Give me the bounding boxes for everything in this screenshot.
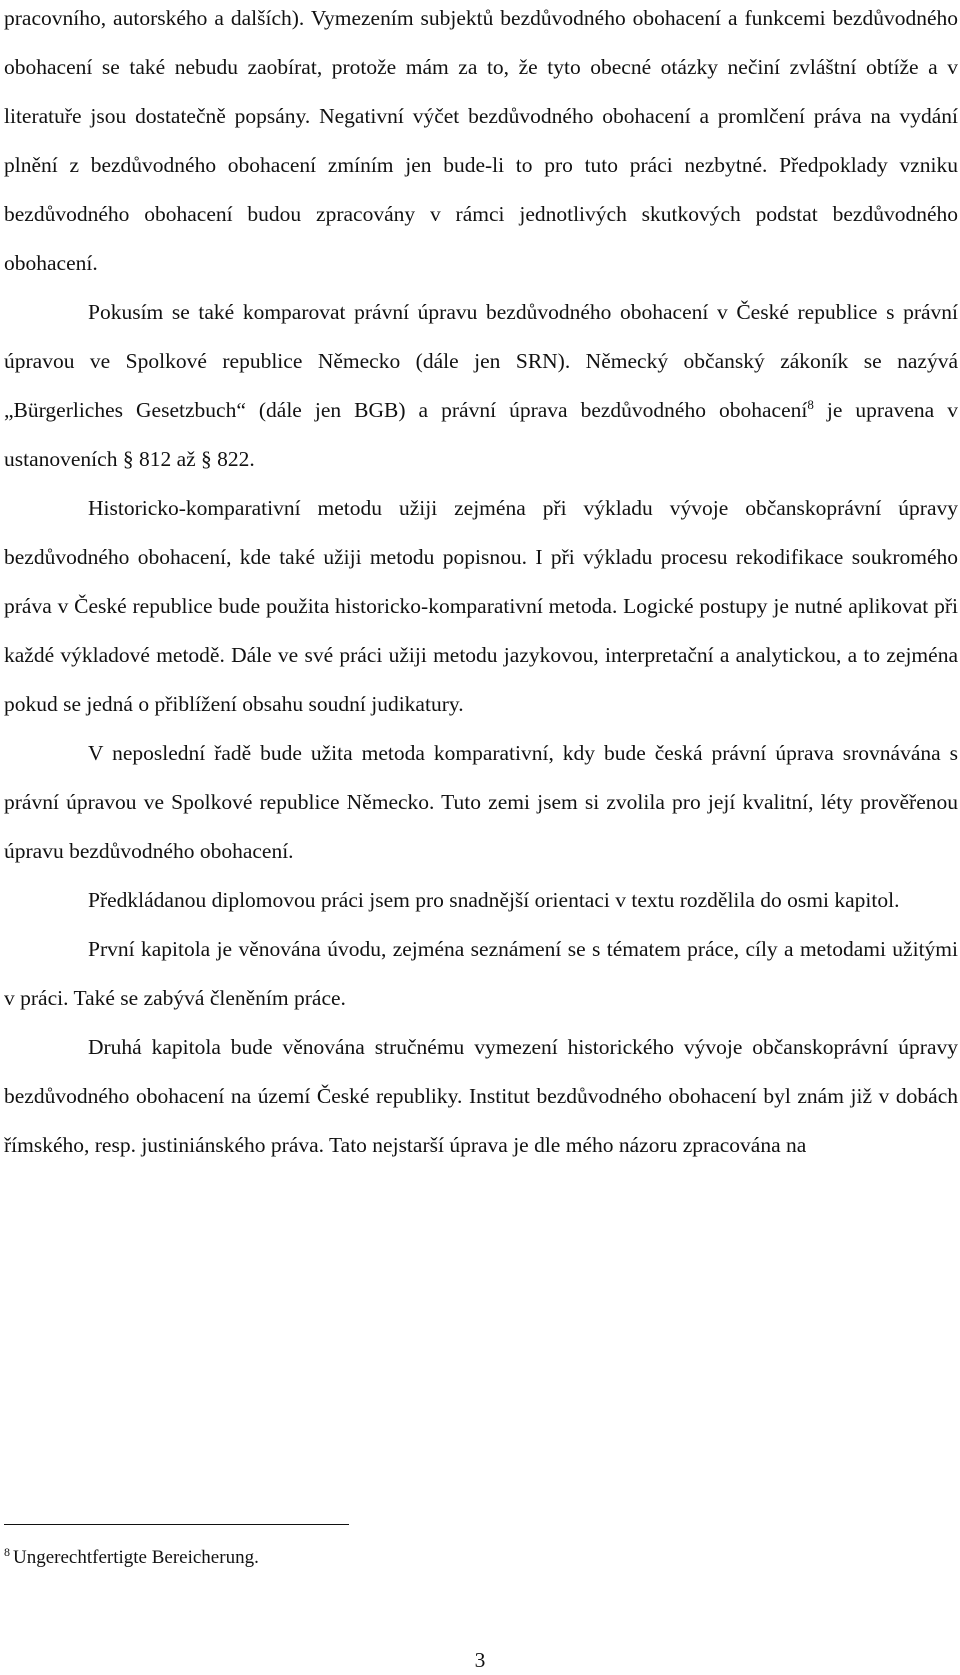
paragraph-comparison-text-end: je upravena v ustanoveních § 812 až § 822. — [4, 398, 958, 471]
page-number: 3 — [474, 1648, 486, 1672]
footnote-number: 8 — [4, 1544, 10, 1559]
paragraph-methods: Historicko-komparativní metodu užiji zejména při výkladu vývoje občanskoprávní úpravy bezdůvodného obohacení, kde také užiji metodu popisnou. I při výkladu procesu rekodifikace soukromého práva v České republice bude použita historicko-komparativní metoda. Logické postupy je nutné aplikovat při každé výkladové metodě. Dále ve své práci užiji metodu jazykovou, interpretační a analytickou, a to zejména pokud se jedná o přiblížení obsahu soudní judikatury. — [4, 496, 958, 716]
paragraph-chapter-two: Druhá kapitola bude věnována stručnému vymezení historického vývoje občanskoprávní úpravy bezdůvodného obohacení na území České republiky. Institut bezdůvodného obohacení byl znám již v dobách římského, resp. justiniánského práva. Tato nejstarší úprava je dle mého názoru zpracována na — [4, 1035, 958, 1157]
paragraph-subjects: pracovního, autorského a dalších). Vymezením subjektů bezdůvodného obohacení a funkcemi bezdůvodného obohacení se také nebudu zaobírat, protože mám za to, že tyto obecné otázky nečiní zvláštní obtíže a v literatuře jsou dostatečně popsány. Negativní výčet bezdůvodného obohacení a promlčení práva na vydání plnění z bezdůvodného obohacení zmíním jen bude-li to pro tuto práci nezbytné. Předpoklady vzniku bezdůvodného obohacení budou zpracovány v rámci jednotlivých skutkových podstat bezdůvodného obohacení. — [4, 6, 958, 275]
paragraph-comparison — [4, 288, 958, 484]
footnote-divider — [4, 1524, 349, 1525]
footnote — [4, 1546, 259, 1570]
body-text — [4, 0, 958, 1170]
paragraph-chapter-one: První kapitola je věnována úvodu, zejména seznámení se s tématem práce, cíly a metodami užitými v práci. Také se zabývá členěním práce. — [4, 937, 958, 1010]
footnote-reference[interactable]: 8 — [807, 396, 814, 412]
footnote-text: Ungerechtfertigte Bereicherung. — [13, 1547, 259, 1568]
paragraph-comparison-text: Pokusím se také komparovat právní úpravu bezdůvodného obohacení v České republice s právní úpravou ve Spolkové republice Německo (dále jen SRN). Německý občanský zákoník se nazývá „Bürgerliches Gesetzbuch“ (dále jen BGB) a právní úprava bezdůvodného obohacení — [4, 300, 958, 422]
paragraph-comparative-method: V neposlední řadě bude užita metoda komparativní, kdy bude česká právní úprava srovnávána s právní úpravou ve Spolkové republice Německo. Tuto zemi jsem si zvolila pro její kvalitní, léty prověřenou úpravu bezdůvodného obohacení. — [4, 741, 958, 863]
paragraph-structure: Předkládanou diplomovou práci jsem pro snadnější orientaci v textu rozdělila do osmi kapitol. — [88, 888, 900, 912]
